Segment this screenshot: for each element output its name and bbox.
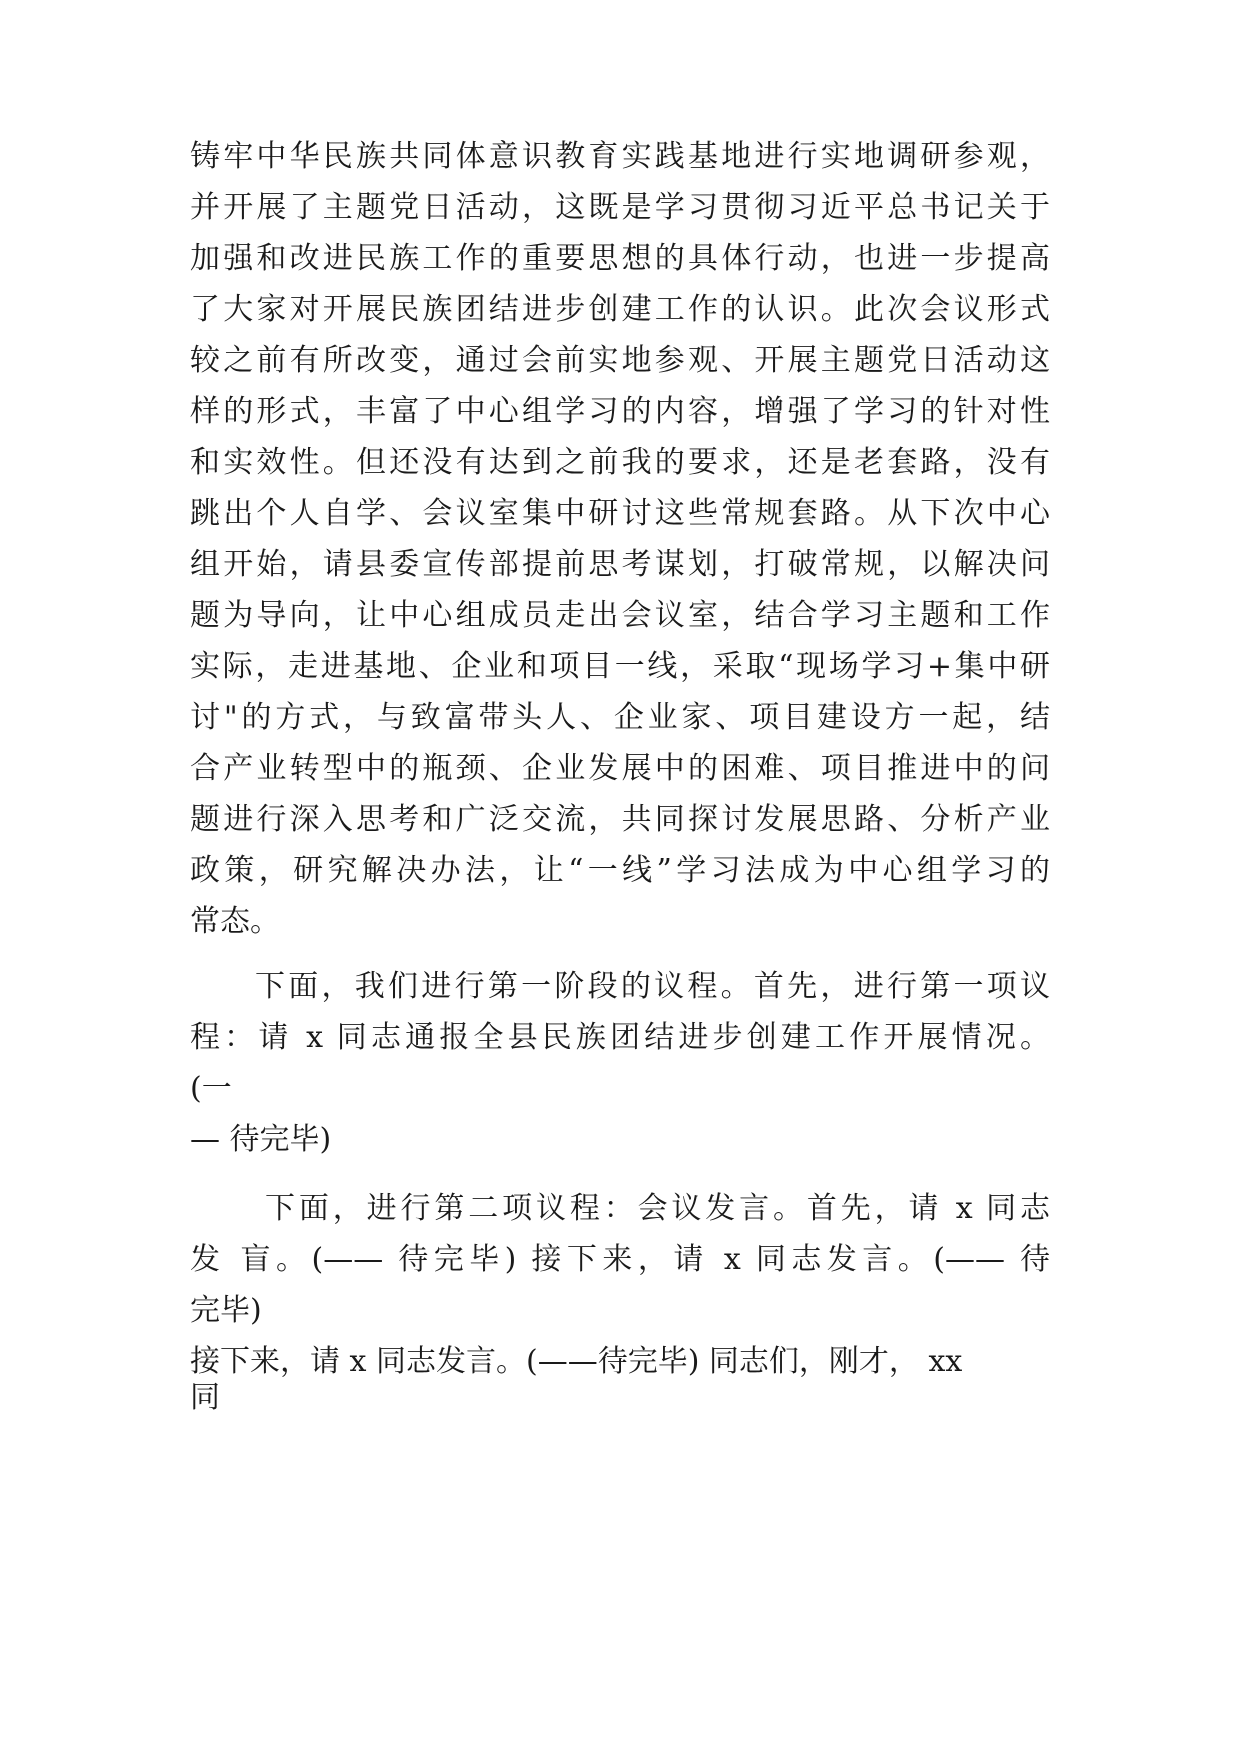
body-text-line: 常态。 [190, 904, 280, 939]
body-text-line: 题为导向，让中心组成员走出会议室，结合学习主题和工作 [190, 598, 1050, 633]
body-text-line: 了大家对开展民族团结进步创建工作的认识。此次会议形式 [190, 292, 1050, 327]
body-text-line: 组开始，请县委宣传部提前思考谋划，打破常规，以解决问 [190, 547, 1050, 582]
body-text-line: 跳出个人自学、会议室集中研讨这些常规套路。从下次中心 [190, 496, 1050, 531]
body-text-line: 题进行深入思考和广泛交流，共同探讨发展思路、分析产业 [190, 802, 1050, 837]
body-text-line: 较之前有所改变，通过会前实地参观、开展主题党日活动这 [190, 343, 1050, 378]
body-text-line: 发 盲。(—— 待完毕) 接下来，请 x 同志发言。(—— 待 [190, 1242, 1050, 1277]
body-text-line: 下面，我们进行第一阶段的议程。首先，进行第一项议 [255, 969, 1050, 1004]
body-text-line: 并开展了主题党日活动，这既是学习贯彻习近平总书记关于 [190, 190, 1050, 225]
body-text-line: 合产业转型中的瓶颈、企业发展中的困难、项目推进中的问 [190, 751, 1050, 786]
body-text-line: 讨"的方式，与致富带头人、企业家、项目建设方一起，结 [190, 700, 1050, 735]
body-text-line: 实际，走进基地、企业和项目一线，采取“现场学习+集中研 [190, 649, 1050, 684]
body-text-line: — 待完毕) [190, 1122, 332, 1157]
body-text-line: 样的形式，丰富了中心组学习的内容，增强了学习的针对性 [190, 394, 1050, 429]
body-text-line: (一 [190, 1071, 232, 1106]
body-text-line: 接下来，请 x 同志发言。(——待完毕) 同志们，刚才， xx [190, 1344, 963, 1379]
body-text-line: 铸牢中华民族共同体意识教育实践基地进行实地调研参观， [190, 139, 1050, 174]
body-text-line: 下面，进行第二项议程：会议发言。首先，请 x 同志 [265, 1191, 1050, 1226]
body-text-line: 政策，研究解决办法，让“一线”学习法成为中心组学习的 [190, 853, 1050, 888]
body-text-line: 加强和改进民族工作的重要思想的具体行动，也进一步提高 [190, 241, 1050, 276]
body-text-line: 程：请 x 同志通报全县民族团结进步创建工作开展情况。 [190, 1020, 1050, 1055]
body-text-line: 和实效性。但还没有达到之前我的要求，还是老套路，没有 [190, 445, 1050, 480]
body-text-line: 同 [190, 1380, 220, 1415]
body-text-line: 完毕) [190, 1293, 262, 1328]
